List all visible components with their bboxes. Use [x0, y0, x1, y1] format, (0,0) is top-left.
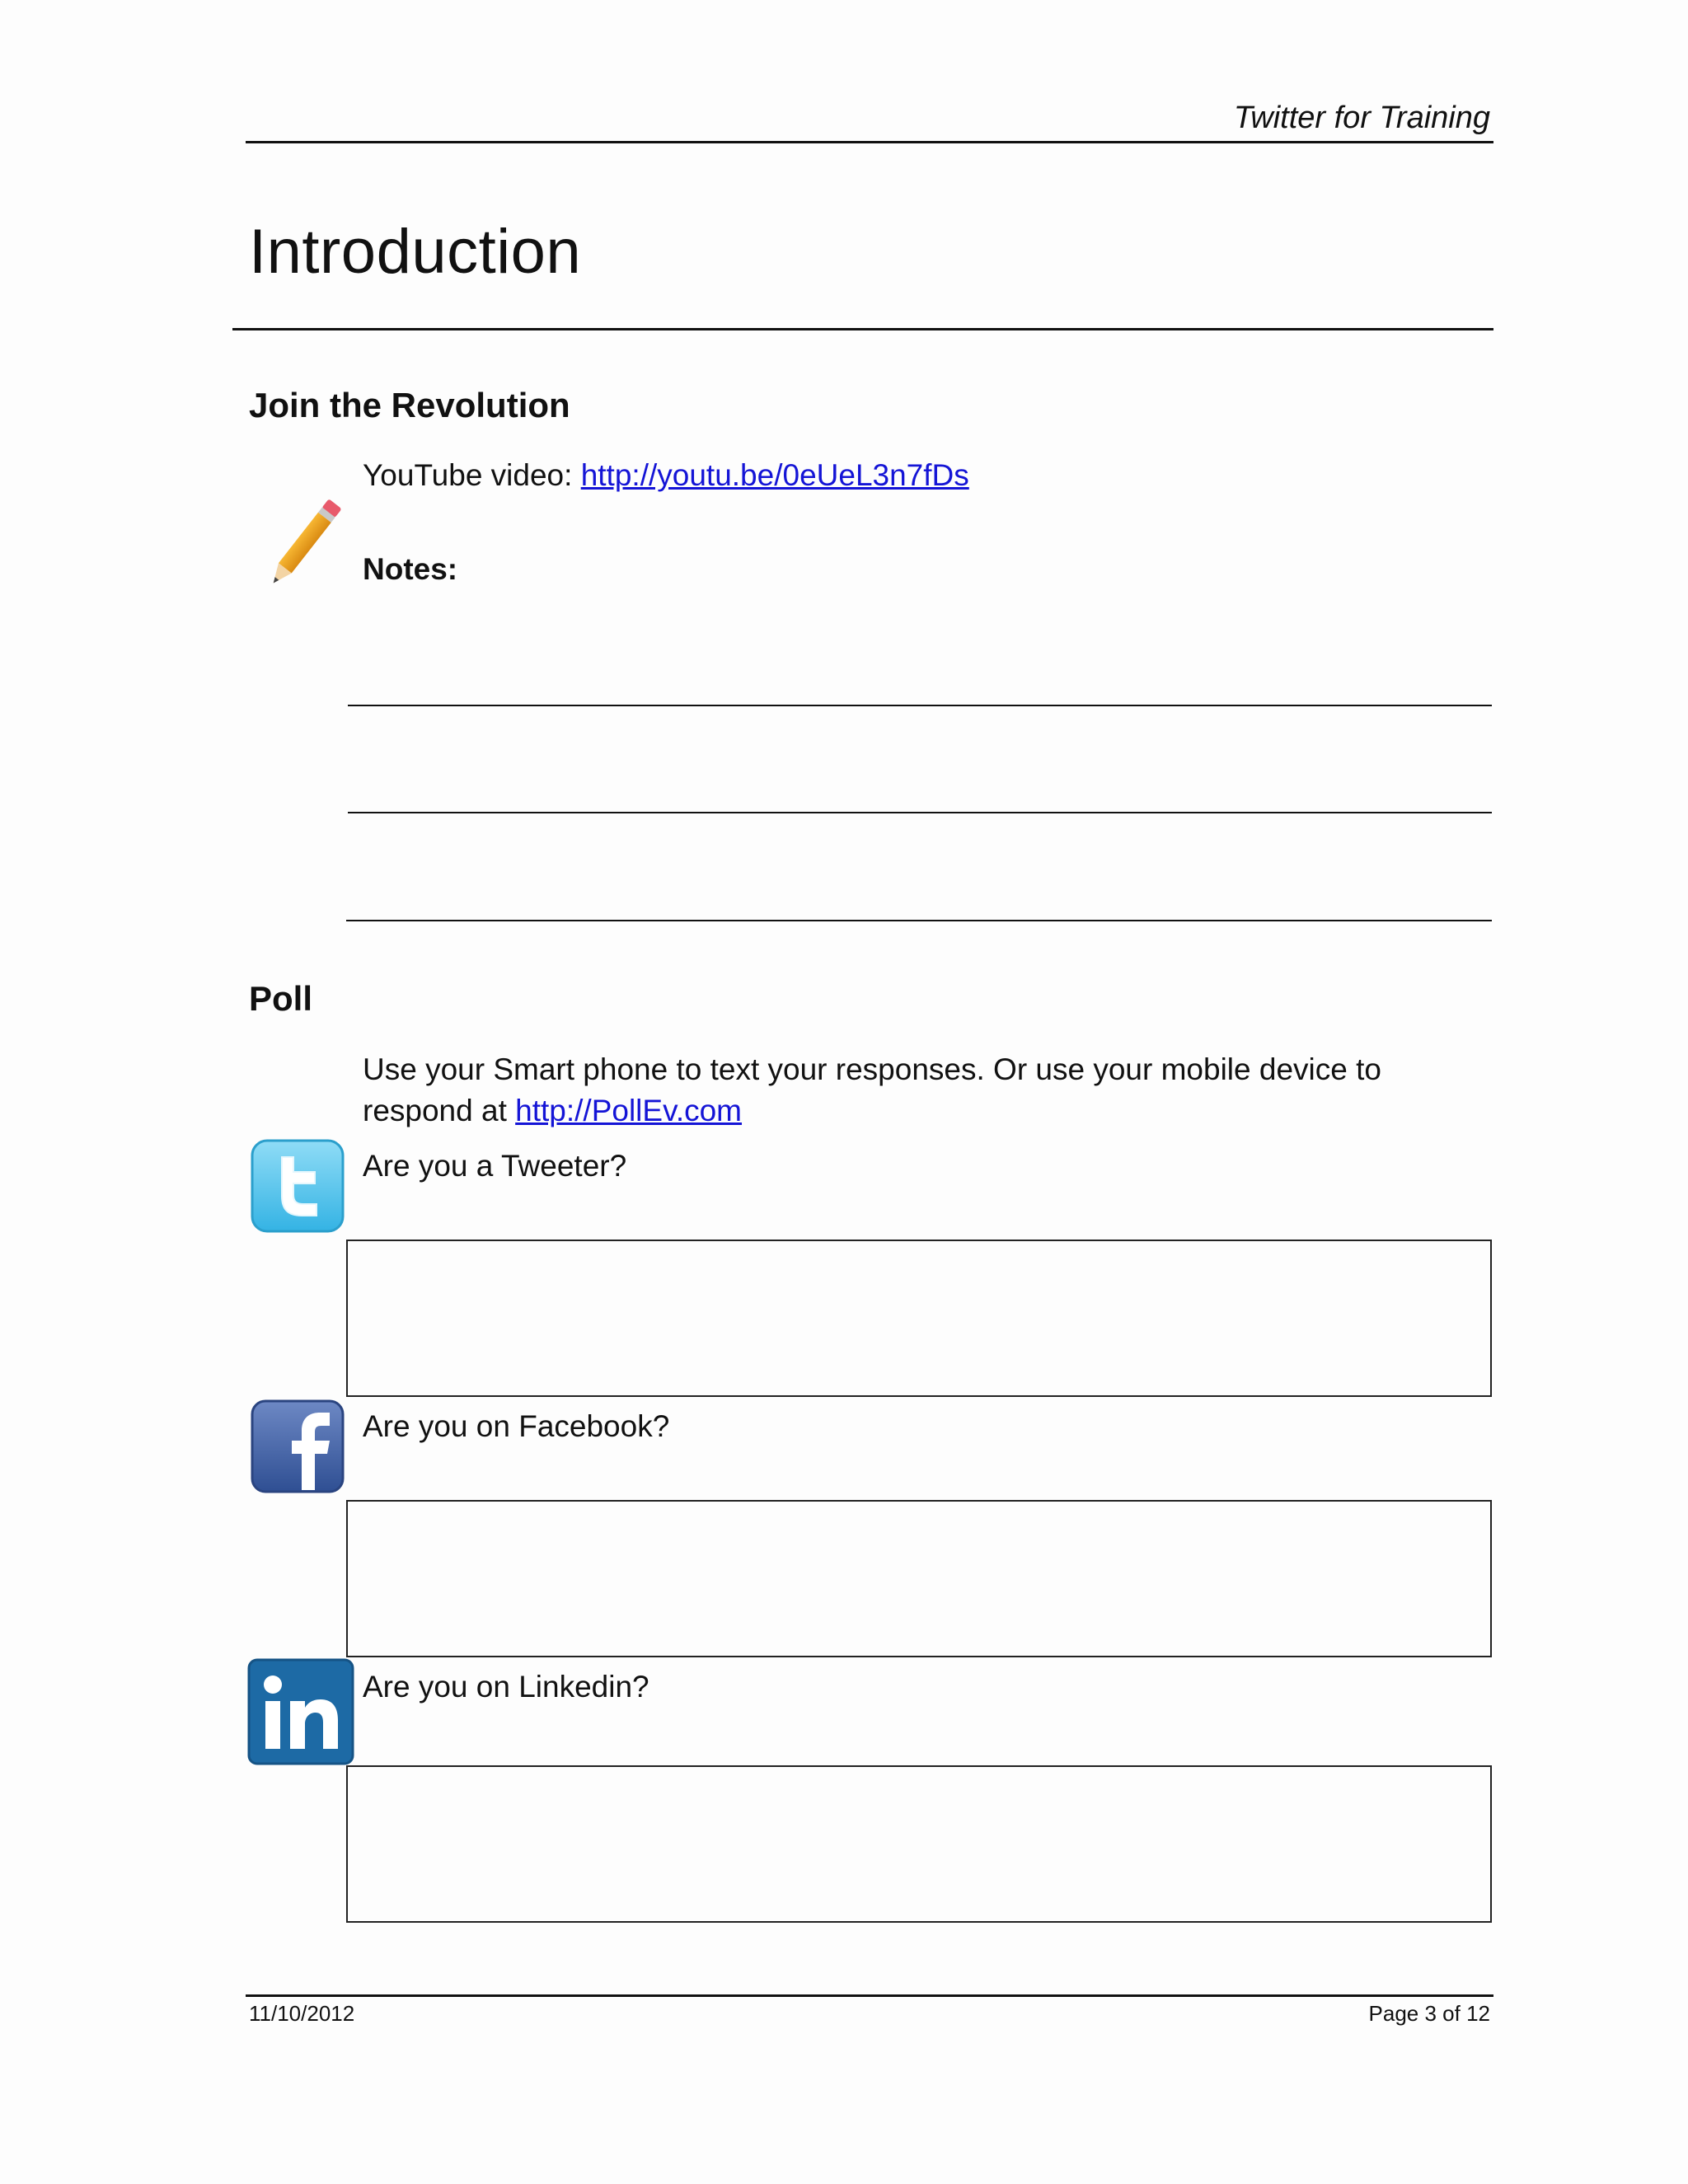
- linkedin-icon: [247, 1658, 354, 1765]
- title-rule: [232, 328, 1493, 330]
- notes-line[interactable]: [348, 705, 1492, 706]
- video-label: YouTube video:: [363, 458, 573, 492]
- header-rule: [246, 141, 1493, 143]
- question-linkedin: Are you on Linkedin?: [363, 1670, 649, 1704]
- answer-box-facebook[interactable]: [346, 1500, 1492, 1657]
- answer-box-twitter[interactable]: [346, 1240, 1492, 1397]
- poll-instruction-line1: Use your Smart phone to text your responses. Or use your mobile device to: [363, 1052, 1381, 1086]
- pollev-link[interactable]: http://PollEv.com: [515, 1094, 743, 1127]
- section-heading-poll: Poll: [249, 979, 313, 1018]
- question-twitter: Are you a Tweeter?: [363, 1149, 627, 1183]
- facebook-icon: [251, 1399, 345, 1493]
- section-heading-join: Join the Revolution: [249, 386, 570, 424]
- footer-date: 11/10/2012: [249, 2001, 355, 2026]
- question-facebook: Are you on Facebook?: [363, 1409, 670, 1443]
- notes-line[interactable]: [348, 812, 1492, 813]
- footer-page-number: Page 3 of 12: [1368, 2001, 1490, 2026]
- running-header-title: Twitter for Training: [1233, 101, 1490, 135]
- video-line: [363, 455, 969, 496]
- notes-line[interactable]: [346, 920, 1492, 921]
- twitter-icon: [251, 1139, 345, 1233]
- youtube-video-link[interactable]: http://youtu.be/0eUeL3n7fDs: [580, 458, 969, 492]
- poll-instruction: [363, 1049, 1381, 1132]
- answer-box-linkedin[interactable]: [346, 1765, 1492, 1923]
- poll-instruction-prefix: respond at: [363, 1094, 507, 1127]
- poll-instruction-line2: [363, 1090, 1381, 1132]
- notes-label: Notes:: [363, 552, 458, 586]
- page-title: Introduction: [249, 217, 582, 287]
- pencil-icon: [257, 491, 349, 598]
- footer-rule: [246, 1994, 1493, 1997]
